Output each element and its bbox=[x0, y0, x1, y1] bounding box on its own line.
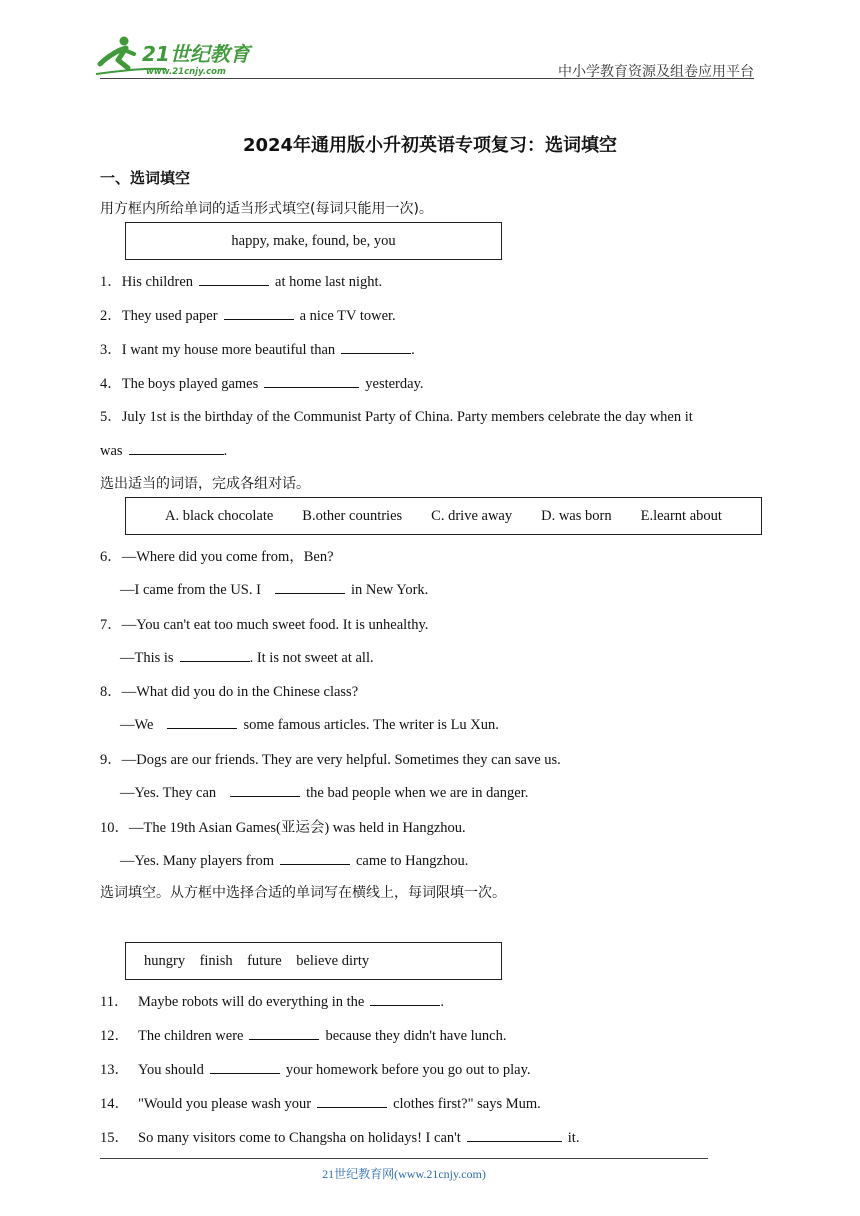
question-14: 14． "Would you please wash your clothes first?" says Mum. bbox=[100, 1092, 541, 1113]
question-8-answer: —We some famous articles. The writer is Lu Xun. bbox=[120, 714, 499, 734]
part1-instruction: 用方框内所给单词的适当形式填空(每词只能用一次)。 bbox=[100, 201, 433, 217]
question-7: 7．—You can't eat too much sweet food. It is unhealthy. bbox=[100, 617, 429, 633]
option-b: B.other countries bbox=[302, 507, 403, 524]
page-title: 2024年通用版小升初英语专项复习：选词填空 bbox=[242, 135, 618, 156]
answer-blank[interactable] bbox=[167, 714, 237, 729]
question-3: 3．I want my house more beautiful than . bbox=[100, 338, 415, 359]
answer-blank[interactable] bbox=[180, 647, 250, 662]
answer-blank[interactable] bbox=[467, 1127, 562, 1142]
question-9: 9．—Dogs are our friends. They are very helpful. Sometimes they can save us. bbox=[100, 752, 561, 768]
part3-word-box bbox=[125, 942, 502, 980]
answer-blank[interactable] bbox=[317, 1093, 387, 1108]
answer-blank[interactable] bbox=[275, 579, 345, 594]
svg-text:21世纪教育: 21世纪教育 bbox=[142, 42, 250, 66]
question-9-answer: —Yes. They can the bad people when we are in danger. bbox=[120, 782, 528, 802]
question-10: 10．—The 19th Asian Games(亚运会) was held in Hangzhou. bbox=[100, 820, 466, 836]
option-d: D. was born bbox=[541, 507, 612, 524]
question-2: 2．They used paper a nice TV tower. bbox=[100, 304, 396, 325]
answer-blank[interactable] bbox=[129, 440, 224, 455]
footer-divider bbox=[100, 1158, 708, 1159]
question-5: 5．July 1st is the birthday of the Communist Party of China. Party members celebrate the day when it bbox=[100, 409, 693, 425]
answer-blank[interactable] bbox=[280, 850, 350, 865]
answer-blank[interactable] bbox=[230, 782, 300, 797]
logo bbox=[96, 34, 266, 78]
answer-blank[interactable] bbox=[224, 305, 294, 320]
question-10-answer: —Yes. Many players from came to Hangzhou. bbox=[120, 850, 468, 870]
question-8: 8．—What did you do in the Chinese class? bbox=[100, 684, 359, 700]
header-platform-text: 中小学教育资源及组卷应用平台 bbox=[558, 64, 754, 80]
footer-text[interactable]: 21世纪教育网(www.21cnjy.com) bbox=[322, 1167, 486, 1181]
question-12: 12． The children were because they didn't have lunch. bbox=[100, 1024, 506, 1045]
answer-blank[interactable] bbox=[249, 1025, 319, 1040]
part2-options-box bbox=[125, 497, 762, 535]
section-title: 一、选词填空 bbox=[100, 169, 191, 187]
question-7-answer: —This is . It is not sweet at all. bbox=[120, 647, 374, 667]
part1-word-box bbox=[125, 222, 502, 260]
question-1: 1．His children at home last night. bbox=[100, 270, 382, 291]
answer-blank[interactable] bbox=[264, 373, 359, 388]
svg-text:www.21cnjy.com: www.21cnjy.com bbox=[146, 67, 226, 77]
header-divider bbox=[100, 78, 754, 79]
question-5-continued: was . bbox=[100, 440, 227, 460]
part2-instruction: 选出适当的词语，完成各组对话。 bbox=[100, 476, 310, 492]
answer-blank[interactable] bbox=[370, 991, 440, 1006]
option-e: E.learnt about bbox=[640, 507, 722, 524]
question-11: 11． Maybe robots will do everything in the . bbox=[100, 990, 444, 1011]
question-13: 13． You should your homework before you go out to play. bbox=[100, 1058, 531, 1079]
question-4: 4．The boys played games yesterday. bbox=[100, 372, 424, 393]
answer-blank[interactable] bbox=[341, 339, 411, 354]
part3-instruction: 选词填空。从方框中选择合适的单词写在横线上，每词限填一次。 bbox=[100, 885, 506, 901]
question-15: 15． So many visitors come to Changsha on holidays! I can't it. bbox=[100, 1126, 579, 1147]
option-a: A. black chocolate bbox=[165, 507, 274, 524]
word-box-text: hungry finish future believe dirty bbox=[144, 952, 370, 969]
word-box-text: happy, make, found, be, you bbox=[231, 232, 396, 249]
question-6-answer: —I came from the US. I in New York. bbox=[120, 579, 428, 599]
question-6: 6．—Where did you come from，Ben? bbox=[100, 549, 334, 565]
answer-blank[interactable] bbox=[210, 1059, 280, 1074]
option-c: C. drive away bbox=[431, 507, 513, 524]
answer-blank[interactable] bbox=[199, 271, 269, 286]
